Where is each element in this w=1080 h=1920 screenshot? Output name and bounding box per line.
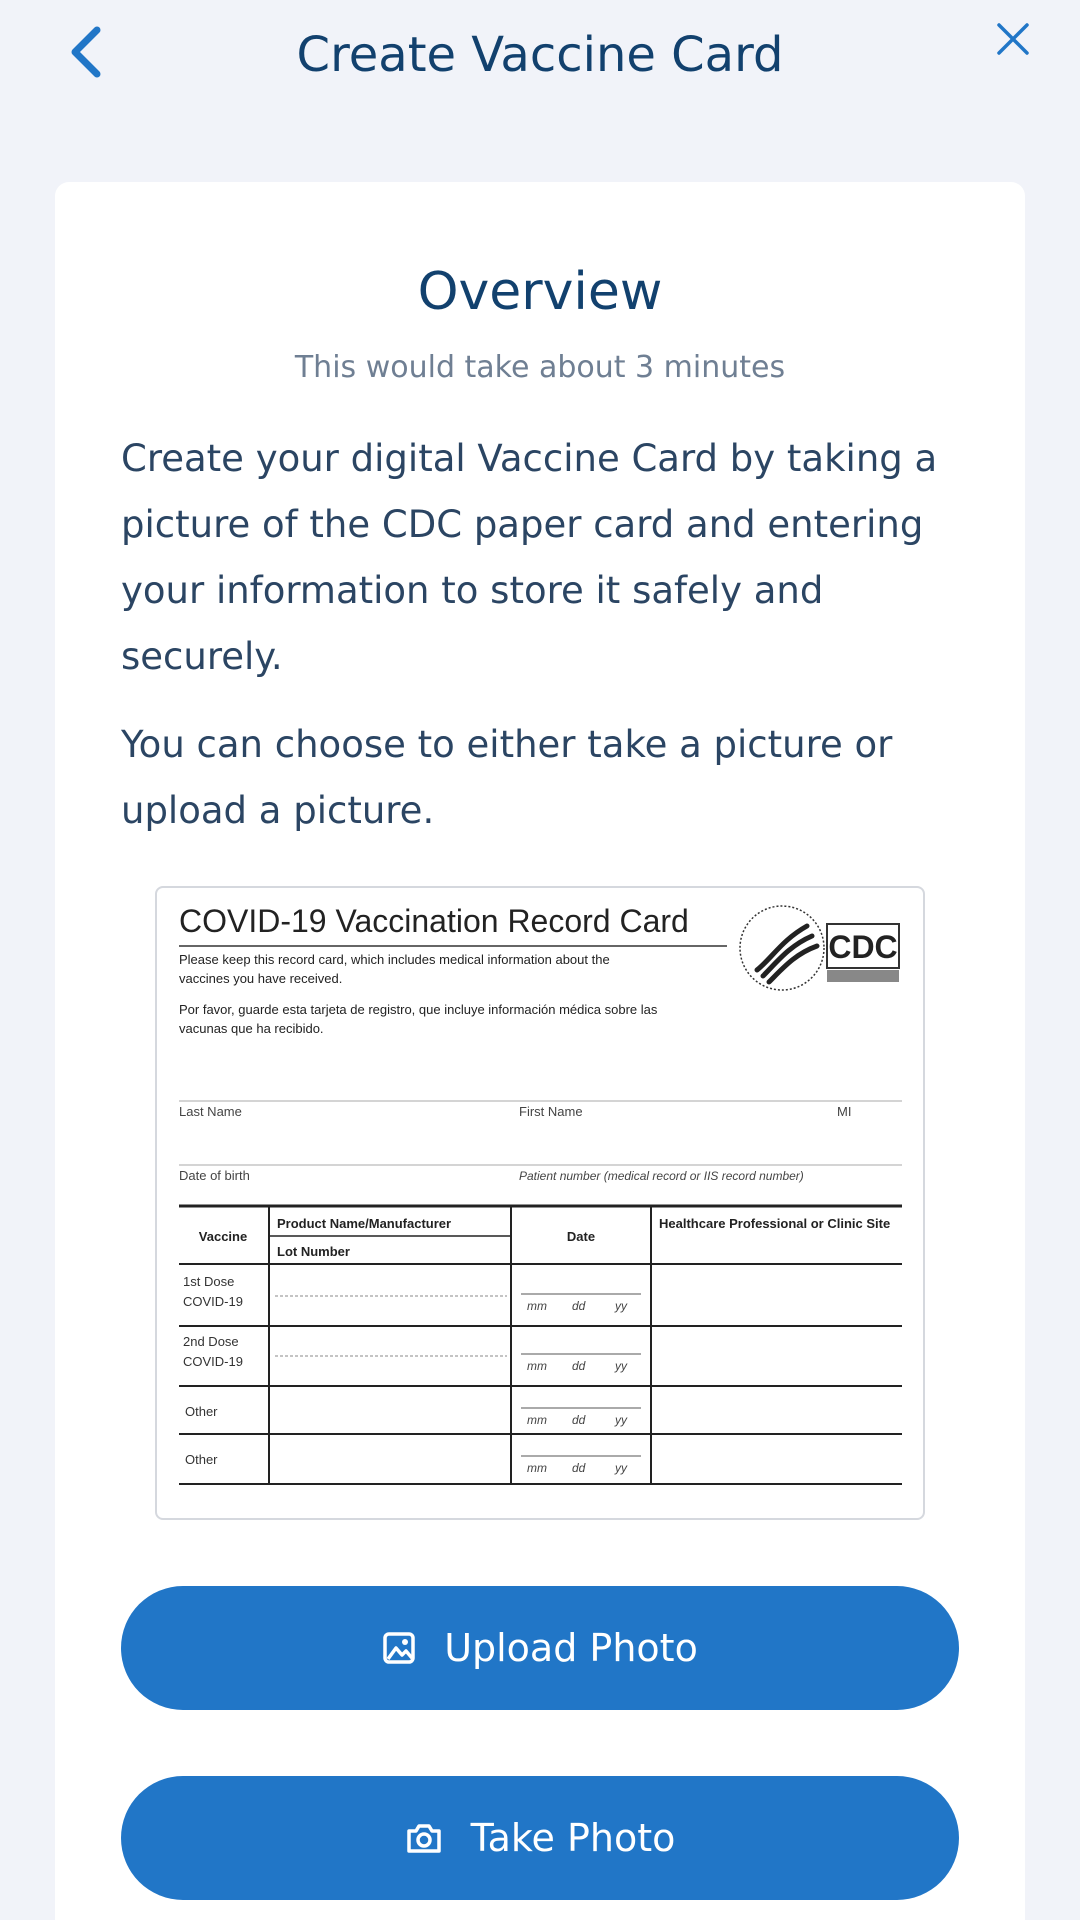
page-title: Create Vaccine Card (296, 27, 784, 83)
sample-card-last-name: Last Name (179, 1104, 242, 1119)
sample-card-mi: MI (837, 1104, 852, 1119)
svg-text:dd: dd (572, 1413, 586, 1427)
hhs-seal-icon (740, 906, 824, 990)
sample-card-title: COVID-19 Vaccination Record Card (179, 903, 689, 939)
overview-paragraph-2: You can choose to either take a picture or upload a picture. (121, 723, 893, 832)
header (0, 0, 1080, 110)
close-icon (996, 22, 1030, 56)
upload-photo-label: Upload Photo (444, 1626, 698, 1670)
upload-photo-button[interactable] (121, 1586, 959, 1710)
sample-card-dob: Date of birth (179, 1168, 250, 1183)
sample-card-first-name: First Name (519, 1104, 583, 1119)
overview-card (55, 182, 1025, 1920)
svg-text:mm: mm (527, 1359, 547, 1373)
svg-text:yy: yy (615, 1461, 627, 1475)
close-button[interactable] (988, 14, 1038, 64)
svg-text:dd: dd (572, 1299, 586, 1313)
overview-subtitle: This would take about 3 minutes (294, 350, 786, 385)
take-photo-button[interactable] (121, 1776, 959, 1900)
sample-card-date-fields (521, 1294, 641, 1475)
svg-text:mm: mm (527, 1461, 547, 1475)
svg-text:mm: mm (527, 1413, 547, 1427)
svg-text:mm: mm (527, 1299, 547, 1313)
svg-text:yy: yy (615, 1359, 627, 1373)
svg-text:dd: dd (572, 1461, 586, 1475)
overview-paragraph-1: Create your digital Vaccine Card by taking a picture of the CDC paper card and entering your information to store it safely and securely. (121, 437, 938, 678)
svg-text:dd: dd (572, 1359, 586, 1373)
sample-card-row-4: Other (185, 1452, 218, 1467)
image-icon (382, 1631, 416, 1665)
sample-card-patient-number: Patient number (medical record or IIS record number) (519, 1169, 804, 1183)
sample-card-col-lot: Lot Number (277, 1244, 350, 1259)
svg-text:yy: yy (615, 1299, 627, 1313)
cdc-logo-icon (827, 924, 899, 982)
sample-card-row-1: 1st Dose COVID-19 (183, 1274, 243, 1309)
camera-icon (405, 1821, 443, 1855)
sample-card-intro-en: Please keep this record card, which includes medical information about the vaccines you have received. (179, 952, 610, 986)
sample-card-row-2: 2nd Dose COVID-19 (183, 1334, 243, 1369)
sample-card-col-vaccine: Vaccine (198, 1229, 248, 1244)
sample-card-intro-es: Por favor, guarde esta tarjeta de registro, que incluye información médica sobre las vacunas que ha recibido. (179, 1002, 658, 1036)
sample-card-col-product: Product Name/Manufacturer (277, 1216, 452, 1231)
sample-card-row-3: Other (185, 1404, 218, 1419)
cdc-logo-text: CDC (828, 929, 898, 965)
sample-card-col-date: Date (566, 1229, 596, 1244)
take-photo-label: Take Photo (470, 1816, 676, 1860)
sample-card-image (155, 886, 925, 1520)
overview-title: Overview (417, 262, 663, 322)
sample-card-col-site: Healthcare Professional or Clinic Site (659, 1216, 891, 1231)
svg-text:yy: yy (615, 1413, 627, 1427)
